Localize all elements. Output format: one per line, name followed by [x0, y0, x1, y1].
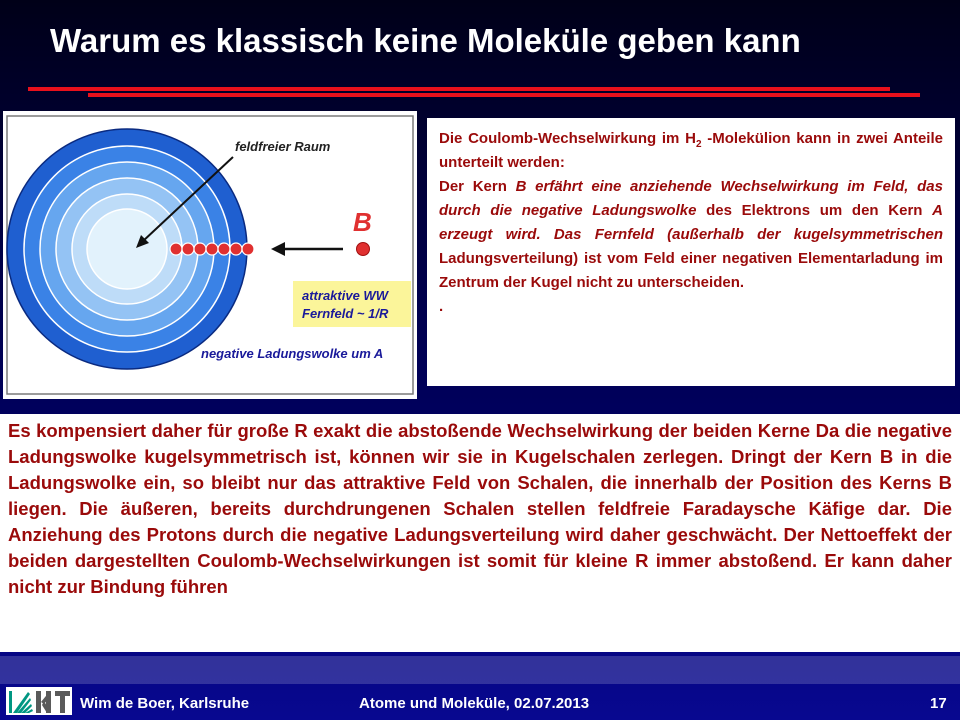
title-underline-bottom [88, 93, 920, 97]
nucleus-b-position [218, 243, 230, 255]
footer-title: Atome und Moleküle, 02.07.2013 [359, 695, 590, 712]
nucleus-b-position [170, 243, 182, 255]
field-free-label: feldfreier Raum [235, 139, 331, 154]
title-underline-top [28, 87, 890, 91]
explanation-body: Der Kern B erfährt eine anziehende Wechselwirkung im Feld, das durch die negative Ladungswolke des Elektrons um den Kern A erzeugt wird. Das Fernfeld (außerhalb der kugelsymmetrischen Ladungsverteilung) ist vom Feld einer negativen Elementarladung im Zentrum der Kugel nicht zu unterscheiden. [439, 178, 943, 291]
page-number: 17 [930, 695, 947, 712]
charge-cloud-label: negative Ladungswolke um A [201, 346, 384, 361]
nucleus-b-position [230, 243, 242, 255]
main-text-panel [0, 414, 960, 652]
far-field-label: Fernfeld ~ 1/R [302, 306, 389, 321]
attractive-ww-label: attraktive WW [302, 288, 388, 303]
footer-author: Wim de Boer, Karlsruhe [80, 695, 250, 712]
footer-band [0, 656, 960, 684]
kit-logo [6, 687, 72, 715]
kit-logo-mark [6, 687, 72, 715]
nucleus-b [357, 243, 370, 256]
charge-cloud-svg [3, 111, 417, 399]
cloud-core [87, 209, 167, 289]
nucleus-b-label: B [353, 207, 372, 237]
nucleus-b-position [182, 243, 194, 255]
explanation-box [427, 118, 955, 386]
explanation-end: . [439, 298, 444, 315]
nucleus-b-position [206, 243, 218, 255]
explanation-intro: Die Coulomb-Wechselwirkung im $H_2$ -Molekülion kann in zwei Anteile unterteilt werden: [439, 130, 943, 171]
slide-title: Warum es klassisch keine Moleküle geben kann [50, 22, 801, 59]
nucleus-b-position [242, 243, 254, 255]
nucleus-b-position [194, 243, 206, 255]
charge-cloud-figure [3, 111, 417, 399]
main-paragraph: Es kompensiert daher für große R exakt die abstoßende Wechselwirkung der beiden Kerne Da die negative Ladungswolke kugelsymmetrisch ist, können wir sie in Kugelschalen zerlegen. Dringt der Kern B in die Ladungswolke ein, so bleibt nur das attraktive Feld von Schalen, die innerhalb der Position des Kerns B liegen. Die äußeren, bereits durchdrungenen Schalen stellen feldfreie Faradaysche Käfige dar. Die Anziehung des Protons durch die negative Ladungsverteilung wird daher geschwächt. Der Nettoeffekt der beiden dargestellten Coulomb-Wechselwirkungen ist somit für kleine R immer abstoßend. Er kann daher nicht zur Bindung führen [8, 420, 952, 597]
